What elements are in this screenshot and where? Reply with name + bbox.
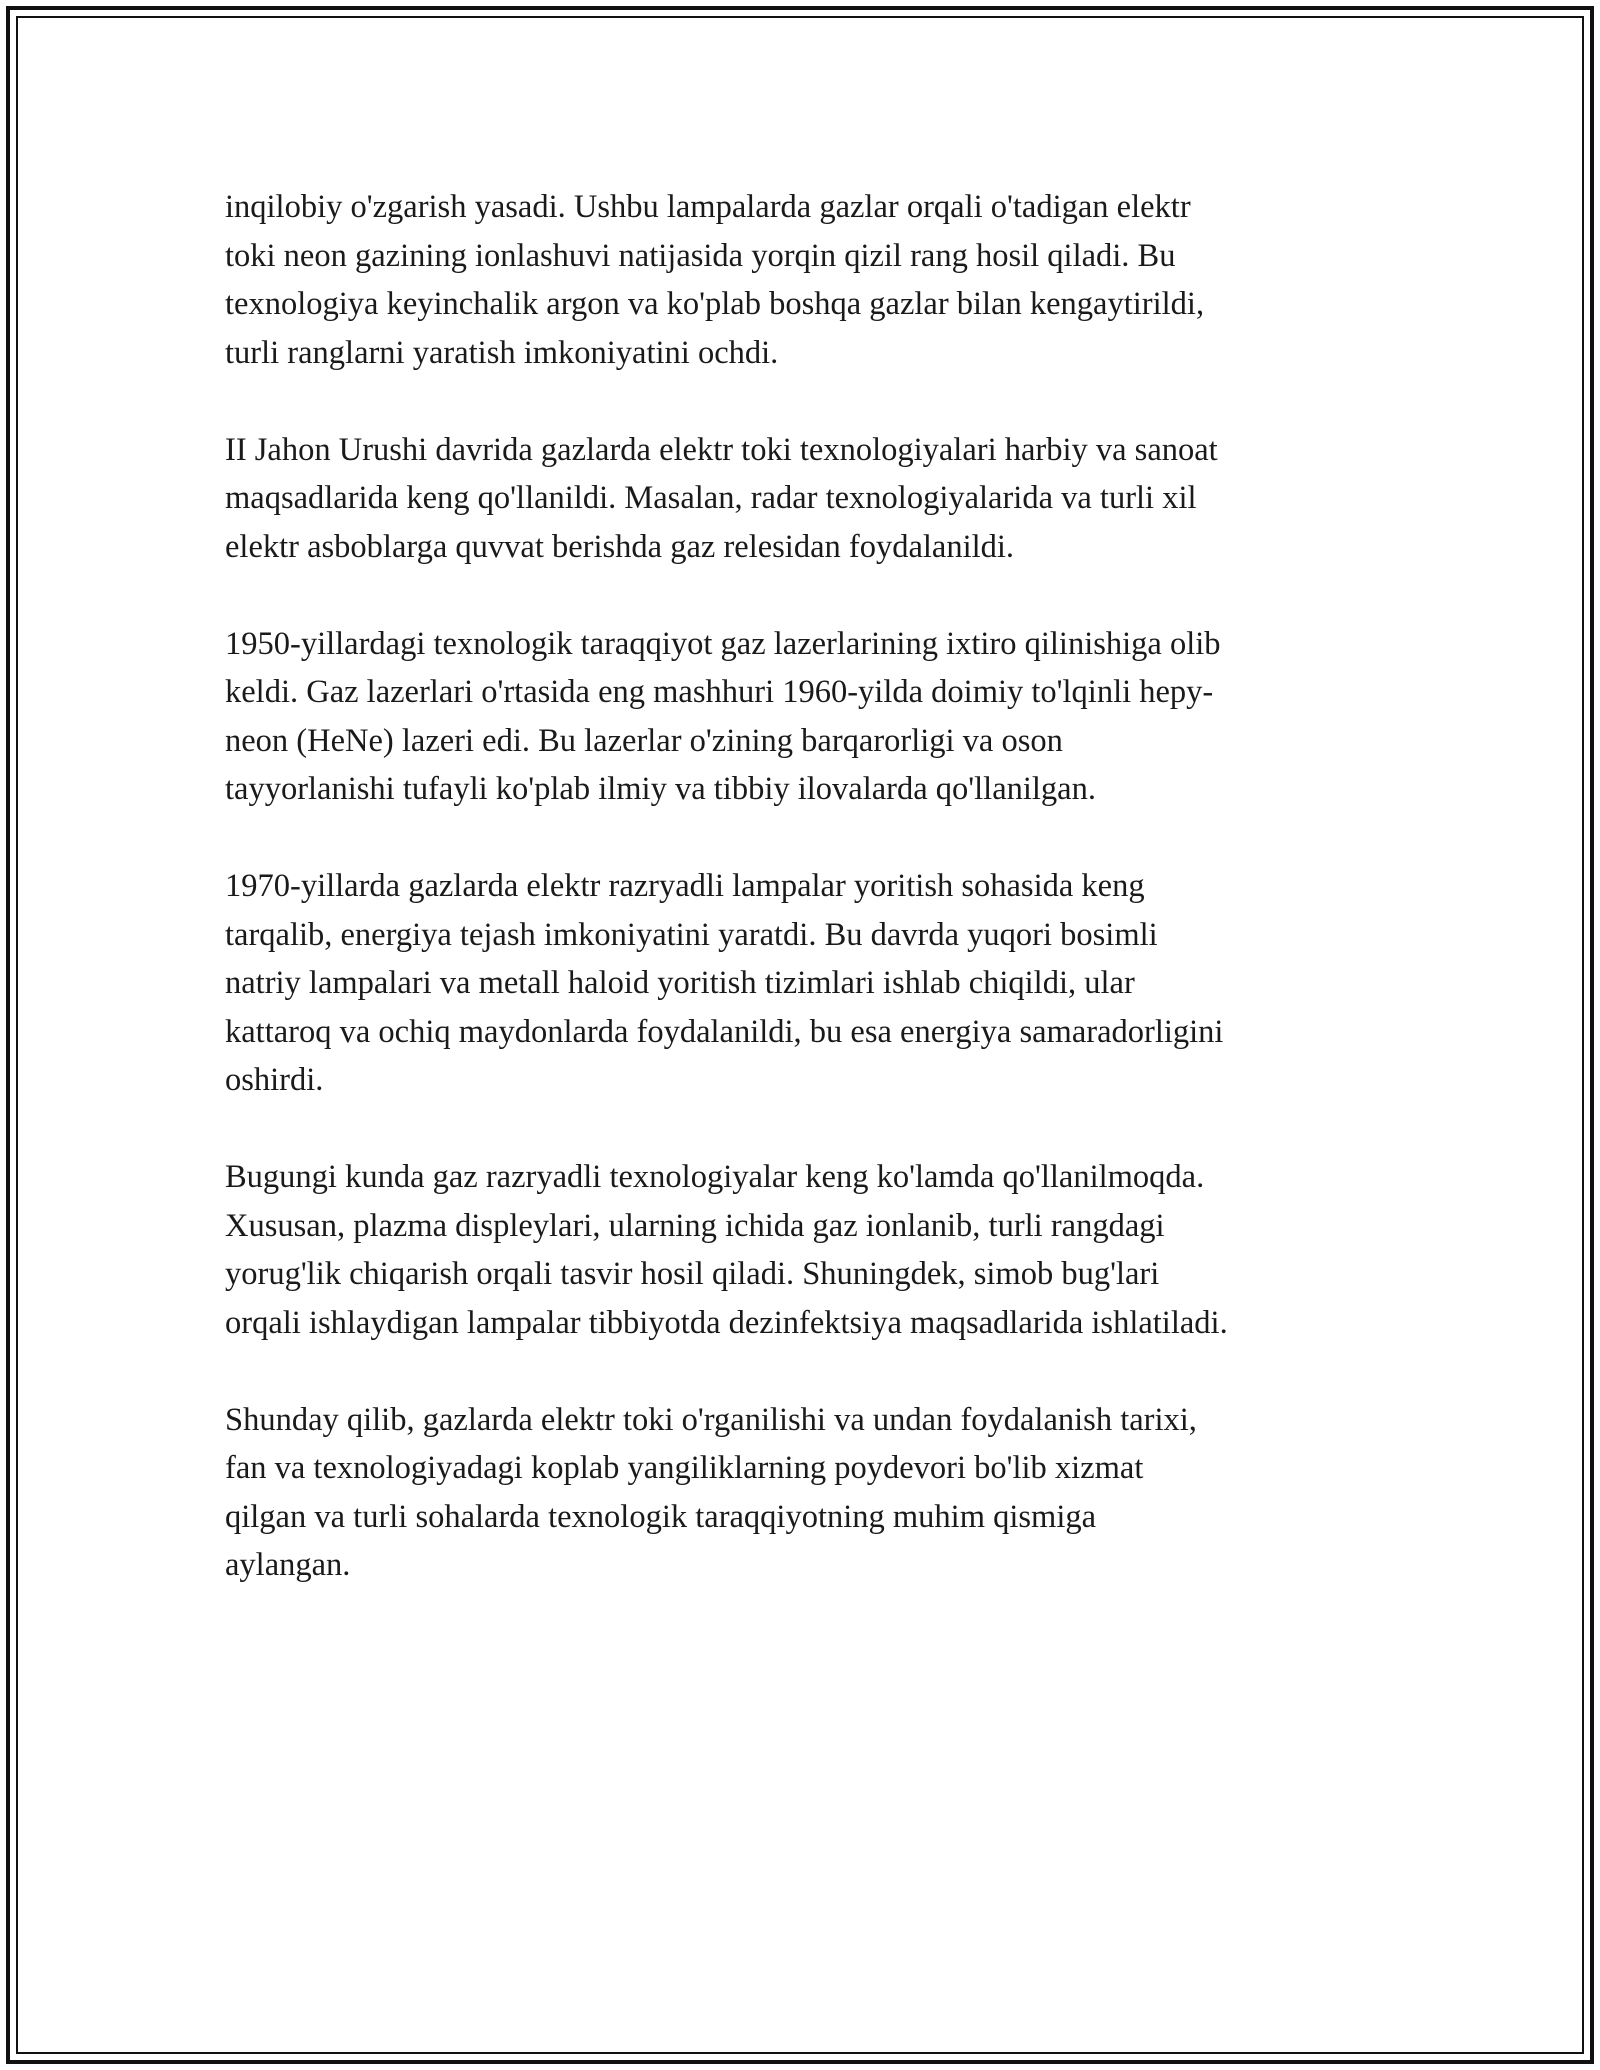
paragraph-modern-uses: Bugungi kunda gaz razryadli texnologiyalar keng ko'lamda qo'llanilmoqda. Xususan, plazma displeylari, ularning ichida gaz ionlanib, turli rangdagi yorug'lik chiqarish orqali tasvir hosil qiladi. Shuningdek, simob bug'lari orqali ishlaydigan lampalar tibbiyotda dezinfektsiya maqsadlarida ishlatiladi.: [225, 1159, 1228, 1341]
document-body: [225, 183, 1375, 1638]
paragraph-conclusion: Shunday qilib, gazlarda elektr toki o'rganilishi va undan foydalanish tarixi, fan va texnologiyadagi koplab yangiliklarning poydevori bo'lib xizmat qilgan va turli sohalarda texnologik taraqqiyotning muhim qismiga aylangan.: [225, 1401, 1197, 1583]
paragraph-gas-lasers: 1950-yillardagi texnologik taraqqiyot gaz lazerlarining ixtiro qilinishiga olib keldi. Gaz lazerlari o'rtasida eng mashhuri 1960-yilda doimiy to'lqinli hepy- neon (HeNe) lazeri edi. Bu lazerlar o'zining barqarorligi va oson tayyorlanishi tufayli ko'plab ilmiy va tibbiy ilovalarda qo'llanilgan.: [225, 625, 1221, 807]
paragraph-neon-lamps: inqilobiy o'zgarish yasadi. Ushbu lampalarda gazlar orqali o'tadigan elektr toki neon gazining ionlashuvi natijasida yorqin qizil rang hosil qiladi. Bu texnologiya keyinchalik argon va ko'plab boshqa gazlar bilan kengaytirildi, turli ranglarni yaratish imkoniyatini ochdi.: [225, 189, 1205, 371]
paragraph-discharge-lamps: 1970-yillarda gazlarda elektr razryadli lampalar yoritish sohasida keng tarqalib, energiya tejash imkoniyatini yaratdi. Bu davrda yuqori bosimli natriy lampalari va metall haloid yoritish tizimlari ishlab chiqildi, ular kattaroq va ochiq maydonlarda foydalanildi, bu esa energiya samaradorligini oshirdi.: [225, 868, 1224, 1098]
paragraph-world-war-two: II Jahon Urushi davrida gazlarda elektr toki texnologiyalari harbiy va sanoat maqsadlarida keng qo'llanildi. Masalan, radar texnologiyalarida va turli xil elektr asboblarga quvvat berishda gaz relesidan foydalanildi.: [225, 431, 1218, 565]
